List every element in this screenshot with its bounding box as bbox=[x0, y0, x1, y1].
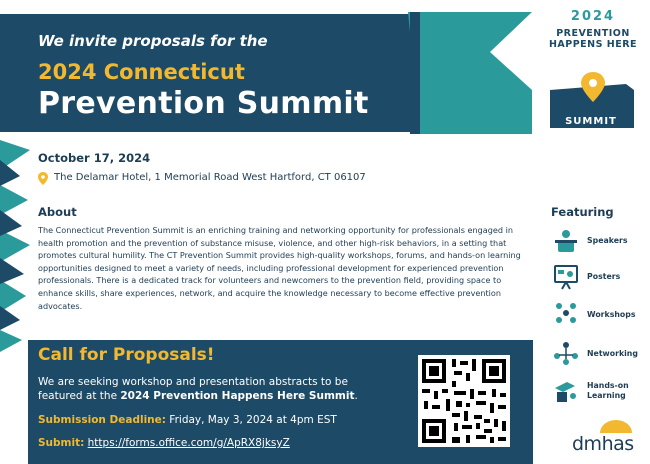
page-title: Prevention Summit bbox=[38, 86, 369, 121]
submit-row bbox=[38, 437, 290, 449]
about-text: The Connecticut Prevention Summit is an enriching training and networking opportunity for professionals engaged in health promotion and the prevention of substance misuse, violence, and other high-risk behaviors, in a setting that promotes cultural humility. The CT Prevention Summit provides high-quality workshops, forums, and hands-on learning opportunities designed to meet a variety of needs, including professional development for experienced prevention professionals. There is a dedicated track for volunteers and newcomers to the prevention field, providing space to enhance skills, share experiences, network, and acquire the knowledge necessary to become effective prevention advocates. bbox=[38, 225, 521, 311]
event-location: The Delamar Hotel, 1 Memorial Road West Hartford, CT 06107 bbox=[54, 172, 366, 183]
submit-link[interactable]: https://forms.office.com/g/ApRX8jksyZ bbox=[87, 437, 290, 449]
featuring-item-speakers: Speakers bbox=[587, 236, 628, 245]
deadline-value: Friday, May 3, 2024 at 4pm EST bbox=[165, 414, 337, 426]
dmhas-logo-text: dmhas bbox=[572, 433, 634, 455]
hands-on-icon bbox=[553, 378, 579, 404]
submit-label: Submit: bbox=[38, 437, 85, 449]
logo-tagline: PREVENTION HAPPENS HERE bbox=[548, 28, 638, 50]
workshop-icon bbox=[553, 300, 579, 326]
submission-deadline bbox=[38, 414, 337, 426]
featuring-item-posters: Posters bbox=[587, 272, 621, 281]
cfp-body-end: . bbox=[354, 390, 358, 402]
cfp-summit-name: 2024 Prevention Happens Here Summit bbox=[120, 390, 355, 402]
about-heading: About bbox=[38, 205, 77, 219]
deadline-label: Submission Deadline: bbox=[38, 414, 166, 426]
speaker-icon bbox=[553, 228, 579, 254]
dmhas-sun-logo bbox=[598, 419, 634, 433]
cfp-body-text: We are seeking workshop and presentation abstracts to be featured at the bbox=[38, 376, 348, 402]
cfp-heading: Call for Proposals! bbox=[38, 345, 215, 365]
poster-icon bbox=[553, 264, 579, 290]
invite-text: We invite proposals for the bbox=[38, 32, 268, 50]
qr-code[interactable] bbox=[418, 355, 510, 447]
event-date: October 17, 2024 bbox=[38, 151, 151, 165]
featuring-item-networking: Networking bbox=[587, 349, 638, 358]
networking-icon bbox=[553, 340, 579, 366]
cfp-body bbox=[38, 375, 378, 403]
location-pin-icon bbox=[38, 172, 48, 185]
featuring-item-workshops: Workshops bbox=[587, 310, 636, 319]
logo-year: 2024 bbox=[570, 9, 616, 24]
logo-badge: SUMMIT bbox=[565, 116, 617, 127]
title-year: 2024 Connecticut bbox=[38, 60, 245, 84]
featuring-item-hands-on: Hands-on Learning bbox=[587, 381, 629, 400]
featuring-heading: Featuring bbox=[551, 205, 614, 219]
